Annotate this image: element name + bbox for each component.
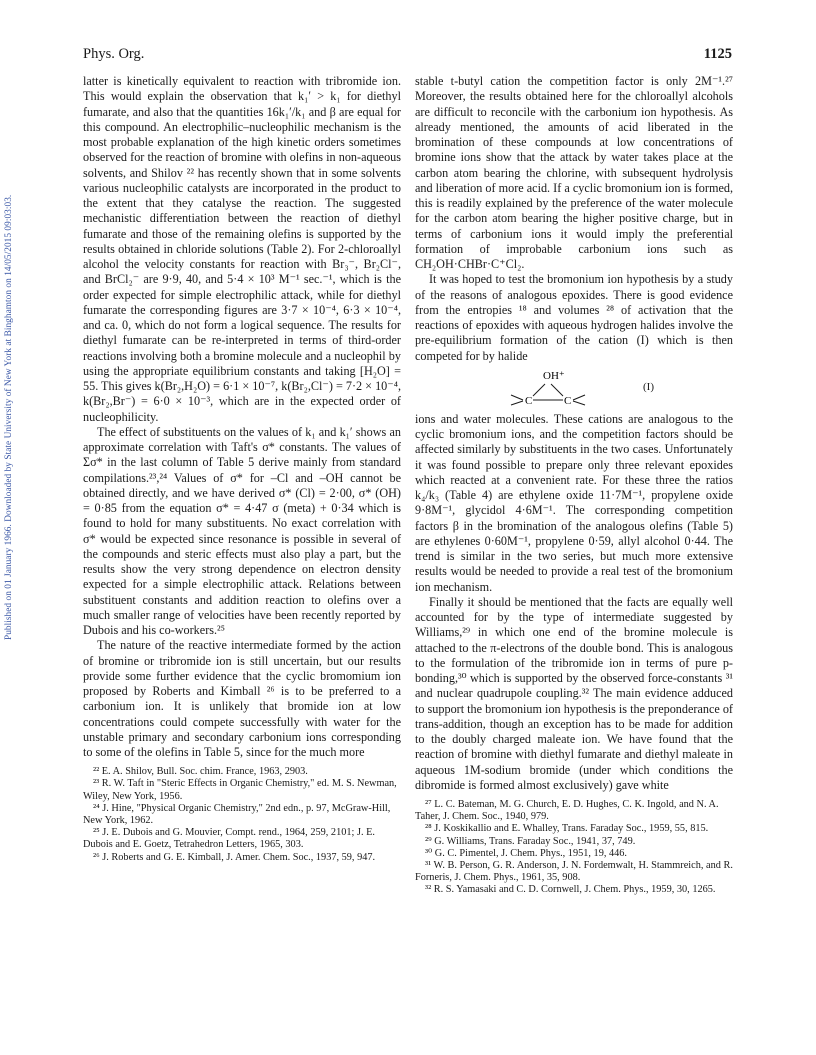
footnotes [83, 766, 401, 864]
ring-bond-right [551, 384, 563, 396]
paragraph: The effect of substituents on the values of k₁ and k₁′ shows an approximate correlation with Taft's σ* constants. The values of Σσ* in the last column of Table 5 derive mainly from standard compilations.²³,²⁴ Values of σ* for –Cl and –OH cannot be obtained directly, and we have derived σ* (Cl) = 2·00, σ* (OH) = 0·85 from the equation σ* = 4·47 σ (meta) + 0·34 which is found to hold for many substituents. No exact correlation with σ* would be expected since resonance is possible in several of the compounds and steric effects must also play a part, but the results show the very strong dependence on electron density expected for a simple electrophilic attack. Relations between substituent constants and addition reaction to olefins over a much smaller range of velocities have been recently reported by Dubois and his co-workers.²⁵ [83, 424, 401, 637]
footnote: ³⁰ G. C. Pimentel, J. Chem. Phys., 1951, 19, 446. [425, 847, 628, 859]
substituent-bond [573, 395, 585, 400]
paragraph: Finally it should be mentioned that the facts are equally well accounted for by the type of intermediate suggested by Williams,²⁹ in which one end of the bromine molecule is attached to the π-electrons of the double bond. This is analogous to the formulation of the tribromide ion in terms of pure p-bonding,³⁰ which is supported by the observed force-constants ³¹ and nuclear quadrupole coupling.³² The main evidence adduced to support the bromonium ion hypothesis is the preponderance of trans-addition, though an exception has to be made for addition to the doubly charged maleate ion. We have found that the reaction of bromine with diethyl fumarate and diethyl maleate in aqueous 1M-sodium bromide (under which conditions the dibromide is formed almost exclusively) gave white [415, 594, 733, 792]
substituent-bond [573, 401, 585, 405]
left-column [83, 74, 401, 864]
structure-label: (I) [643, 380, 654, 393]
epoxide-ring-diagram [415, 366, 635, 410]
substituent-bond [511, 401, 523, 405]
epoxide-cation-structure [415, 366, 733, 410]
footnote: ²³ R. W. Taft in "Steric Effects in Organic Chemistry," ed. M. S. Newman, Wiley, New York, 1956. [83, 778, 397, 802]
carbon-right: C [564, 394, 572, 407]
paragraph: ions and water molecules. These cations are analogous to the cyclic bromonium ions, and the competition factors should be affected similarly by substituents in the two cases. Unfortunately it was found possible to prepare only three relevant epoxides which reacted at a convenient rate. For these three the ratios k₄/k₃ (Table 4) are ethylene oxide 11·7M⁻¹, propylene oxide 9·8M⁻¹, glycidol 4·6M⁻¹. The corresponding competition factors β in the bromination of the analogous olefins (Table 5) are ethylenes 0·60M⁻¹, propylene 0·59, allyl alcohol 0·44. The trend is similar in the two series, but much more extensive results would be needed to provide a real test of the bromonium ion mechanism. [415, 411, 733, 594]
right-column [415, 74, 733, 897]
download-stamp [4, 20, 16, 640]
page-number: 1125 [703, 46, 732, 62]
ring-bond-left [533, 384, 545, 396]
paragraph: It was hoped to test the bromonium ion hypothesis by a study of the reasons of analogous epoxides. There is good evidence from the entropies ¹⁸ and volumes ²⁸ of activation that the reactions of epoxides with aqueous hydrogen halides involve the pre-equilibrium formation of the cation (I) which is then competed for by halide [415, 272, 733, 363]
footnotes [415, 799, 733, 897]
footnote: ²⁴ J. Hine, "Physical Organic Chemistry," 2nd edn., p. 97, McGraw-Hill, New York, 1962. [83, 802, 391, 827]
paragraph: stable t-butyl cation the competition factor is only 2M⁻¹.²⁷ Moreover, the results obtained here for the chloroallyl alcohols are difficult to reconcile with the carbonium ion hypothesis. As already mentioned, the amounts of acid liberated in the bromination of these compounds at low concentrations of bromine ions show that the attack by water takes place at the carbon atom bearing the chlorine, with subsequent hydrolysis and liberation of more acid. If a cyclic bromonium ion is formed, this is readily explained by the preference of the water molecule for the carbon atom bearing the higher positive charge, but in terms of carbonium ions it would imply the preferential formation of improbable carbonium ions such as CH₂OH·CHBr·C⁺Cl₂. [415, 74, 733, 271]
paragraph: The nature of the reactive intermediate formed by the action of bromine or tribromide ion is still uncertain, but our results provide some further evidence that the cyclic bromomium ion proposed by Roberts and Kimball ²⁶ is to be preferred to a carbonium ion. It is unlikely that bromide ion at low concentrations could compete successfully with water for the unstable primary and secondary carbonium ions corresponding to some of the olefins in Table 5, since for the much more [83, 638, 401, 759]
footnote: ²⁸ J. Koskikallio and E. Whalley, Trans. Faraday Soc., 1959, 55, 815. [425, 823, 709, 835]
footnote: ²⁷ L. C. Bateman, M. G. Church, E. D. Hughes, C. K. Ingold, and N. A. Taher, J. Chem. Soc., 1940, 979. [415, 799, 719, 823]
carbon-left: C [525, 394, 533, 407]
journal-section-header: Phys. Org. [83, 46, 145, 62]
footnote: ²² E. A. Shilov, Bull. Soc. chim. France, 1963, 2903. [93, 766, 308, 778]
footnote: ²⁹ G. Williams, Trans. Faraday Soc., 1941, 37, 749. [425, 835, 636, 847]
oxonium-label: OH⁺ [543, 369, 565, 382]
substituent-bond [511, 395, 523, 400]
download-stamp-text: Published on 01 January 1966. Downloaded by State University of New York at Binghamton on 14/05/2015 09:03:03. [4, 194, 14, 640]
footnote: ²⁵ J. E. Dubois and G. Mouvier, Compt. rend., 1964, 259, 2101; J. E. Dubois and E. Goetz, Tetrahedron Letters, 1965, 303. [83, 827, 375, 851]
footnote: ²⁶ J. Roberts and G. E. Kimball, J. Amer. Chem. Soc., 1937, 59, 947. [93, 851, 376, 863]
footnote: ³¹ W. B. Person, G. R. Anderson, J. N. Fordemwalt, H. Stammreich, and R. Forneris, J. Chem. Phys., 1961, 35, 908. [415, 860, 733, 884]
paragraph: latter is kinetically equivalent to reaction with tribromide ion. This would explain the observation that k₁′ > k₁ for diethyl fumarate, and also that the quantities 16k₁′/k₁ and β are equal for this compound. An electrophilic–nucleophilic mechanism is the most probable explanation of the high kinetic orders sometimes observed for the reaction of bromine with olefins in non-aqueous solvents, and Shilov ²² has recently shown that in some solvents various nucleophilic catalysts are incorporated in the product to the extent that they catalyse the reaction. The suggested mechanistic differentiation between the reaction of diethyl fumarate and those of the remaining olefins is supported by the results obtained in chloride solutions (Table 2). For 2-chloroallyl alcohol the velocity constants for reaction with Br₃⁻, Br₂Cl⁻, and BrCl₂⁻ are 9·9, 40, and 5·4 × 10³ M⁻¹ sec.⁻¹, which is the order expected for simple electrophilic attack, while for diethyl fumarate the corresponding figures are 3·7 × 10⁻⁴, 6·3 × 10⁻⁴, and ca. 0, which do not form a logical sequence. The results for diethyl fumarate can be re-interpreted in terms of third-order reactions involving both a bromine molecule and a nucleophil by using the appropriate equilibrium constants and taking [H₂O] = 55. This gives k(Br₂,H₂O) = 6·1 × 10⁻⁷, k(Br₂,Cl⁻) = 7·2 × 10⁻⁴, k(Br₂,Br⁻) = 6·0 × 10⁻³, which are in the expected order of nucleophilicity. [83, 74, 401, 424]
footnote: ³² R. S. Yamasaki and C. D. Cornwell, J. Chem. Phys., 1959, 30, 1265. [425, 884, 716, 896]
